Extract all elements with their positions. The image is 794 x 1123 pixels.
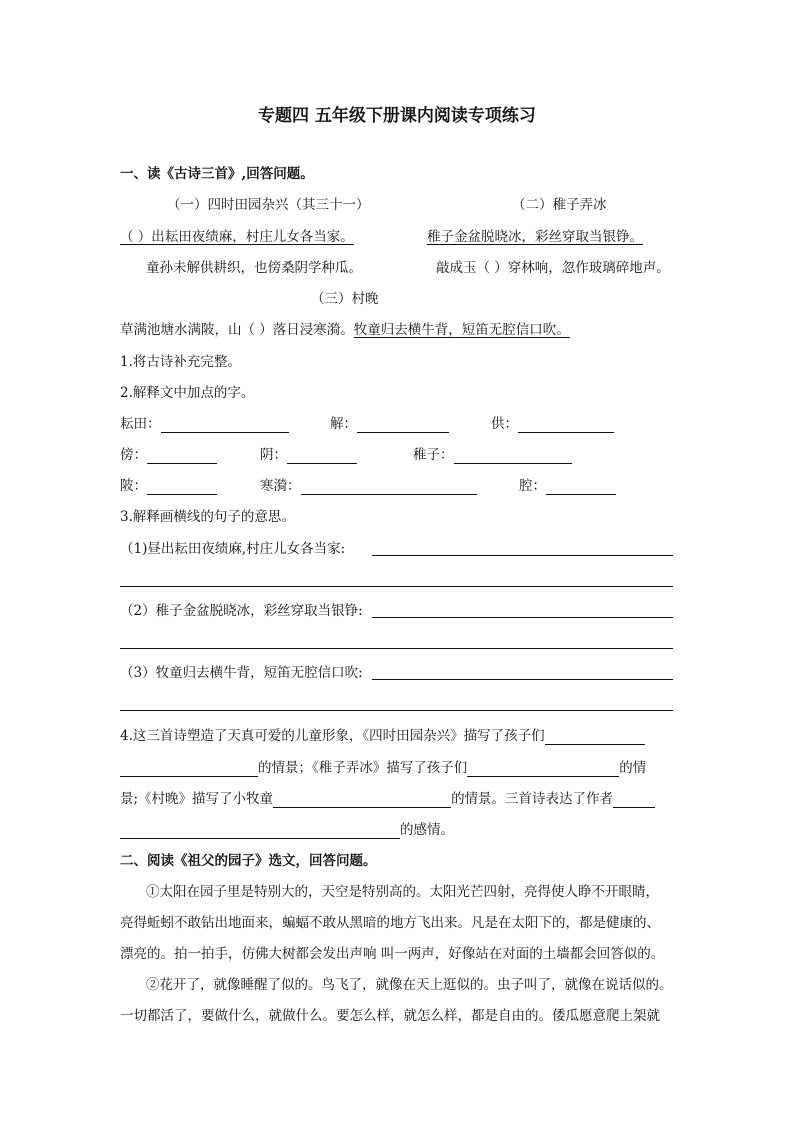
question-4-text-b1: 的情景；《稚子弄冰》描写了孩子们 — [258, 760, 468, 776]
poem3-line-b: 牧童归去横牛背，短笛无腔信口吹。 — [353, 322, 570, 338]
poem3-title: （三）村晚 — [311, 291, 379, 307]
answer-line[interactable] — [372, 679, 673, 680]
word-row-1 — [120, 415, 289, 433]
section2-heading: 二、阅读《祖父的园子》选文，回答问题。 — [120, 853, 377, 869]
answer-line[interactable] — [372, 617, 673, 618]
passage-p1-line3: 漂亮的。拍一拍手，仿佛大树都会发出声响 叫一两声，好像站在对面的土墙都会回答似的。 — [120, 946, 665, 962]
answer-blank[interactable] — [161, 418, 289, 433]
answer-line[interactable] — [120, 710, 673, 711]
poem1-line2: 童孙未解供耕织，也傍桑阴学种瓜。 — [146, 260, 362, 276]
answer-line[interactable] — [120, 586, 673, 587]
word-label: 解： — [330, 416, 357, 432]
question-4-text-c2: 的情景。三首诗表达了作者 — [451, 791, 614, 807]
question-4-text-c1: 景;《村晚》描写了小牧童 — [120, 791, 274, 807]
poem1-title: （一）四时田园杂兴（其三十一） — [167, 197, 370, 213]
poem2-title: （二）稚子弄冰 — [512, 197, 607, 213]
answer-line[interactable] — [372, 555, 673, 556]
word-row-1c — [491, 415, 614, 433]
answer-blank[interactable] — [120, 762, 258, 777]
question-4-line-c — [120, 790, 655, 808]
word-label: 傍： — [120, 447, 147, 463]
question-4-text-a: 4.这三首诗塑造了天真可爱的儿童形象，《四时田园杂兴》描写了孩子们 — [120, 728, 545, 744]
word-label: 稚子： — [413, 447, 454, 463]
answer-blank[interactable] — [147, 480, 217, 495]
poem2-line1: 稚子金盆脱晓冰，彩丝穿取当银铮。 — [427, 229, 643, 245]
question-4-line-a — [120, 727, 645, 745]
word-row-2c — [413, 446, 572, 464]
answer-blank[interactable] — [147, 449, 217, 464]
page-title: 专题四 五年级下册课内阅读专项练习 — [258, 106, 536, 126]
question-1: 1.将古诗补充完整。 — [120, 354, 241, 370]
answer-line[interactable] — [120, 648, 673, 649]
passage-p1-line1: ①太阳在园子里是特别大的，天空是特别高的。太阳光芒四射，亮得使人睁不开眼睛， — [146, 884, 659, 900]
word-label: 阴： — [260, 447, 287, 463]
word-label: 供： — [491, 416, 518, 432]
word-label: 陂： — [120, 478, 147, 494]
question-4-line-b — [120, 759, 646, 777]
answer-blank[interactable] — [301, 480, 477, 495]
passage-p2-line1: ②花开了，就像睡醒了似的。鸟飞了，就像在天上逛似的。虫子叫了，就像在说话似的。 — [146, 977, 673, 993]
question-4-text-d: 的感情。 — [400, 822, 454, 838]
poem2-line2[interactable]: 敲成玉（ ）穿林响，忽作玻璃碎地声。 — [436, 260, 670, 276]
poem1-line1 — [120, 228, 354, 246]
question-4-text-b2: 的情 — [619, 760, 647, 776]
answer-blank[interactable] — [287, 449, 357, 464]
answer-blank[interactable] — [546, 480, 616, 495]
section1-heading: 一、读《古诗三首》,回答问题。 — [120, 166, 314, 182]
word-row-3b — [260, 477, 477, 495]
word-row-3c — [519, 477, 616, 495]
poem3-line-a[interactable]: 草满池塘水满陂，山（ ）落日浸寒漪。 — [120, 322, 354, 338]
question-3-2: （2）稚子金盆脱晓冰，彩丝穿取当银铮: — [120, 603, 363, 619]
question-3-1: （1)昼出耘田夜绩麻,村庄儿女各当家: — [120, 541, 346, 557]
word-row-2 — [120, 446, 217, 464]
poem3-line — [120, 321, 570, 339]
question-3-3: （3）牧童归去横牛背，短笛无腔信口吹: — [120, 665, 363, 681]
poem1-line1-blank[interactable]: （ ） — [120, 229, 152, 245]
word-row-1b — [330, 415, 449, 433]
question-3: 3.解释画横线的句子的意思。 — [120, 509, 295, 525]
word-row-2b — [260, 446, 357, 464]
word-row-3 — [120, 477, 217, 495]
passage-p1-line2: 亮得蚯蚓不敢钻出地面来，蝙蝠不敢从黑暗的地方飞出来。凡是在太阳下的，都是健康的、 — [120, 915, 660, 931]
passage-p2-line2: 一切都活了，要做什么，就做什么。要怎么样，就怎么样，都是自由的。倭瓜愿意爬上架就 — [120, 1008, 660, 1024]
poem1-line1-rest: 出耘田夜绩麻，村庄儿女各当家。 — [151, 229, 354, 245]
question-4-line-d — [120, 821, 454, 839]
answer-blank[interactable] — [120, 824, 400, 839]
answer-blank[interactable] — [273, 793, 451, 808]
answer-blank[interactable] — [613, 793, 655, 808]
answer-blank[interactable] — [545, 730, 645, 745]
word-label: 寒漪： — [260, 478, 301, 494]
answer-blank[interactable] — [518, 418, 614, 433]
word-label: 耘田： — [120, 416, 161, 432]
answer-blank[interactable] — [357, 418, 449, 433]
answer-blank[interactable] — [454, 449, 572, 464]
word-label: 腔： — [519, 478, 546, 494]
answer-blank[interactable] — [467, 762, 619, 777]
question-2: 2.解释文中加点的字。 — [120, 385, 255, 401]
